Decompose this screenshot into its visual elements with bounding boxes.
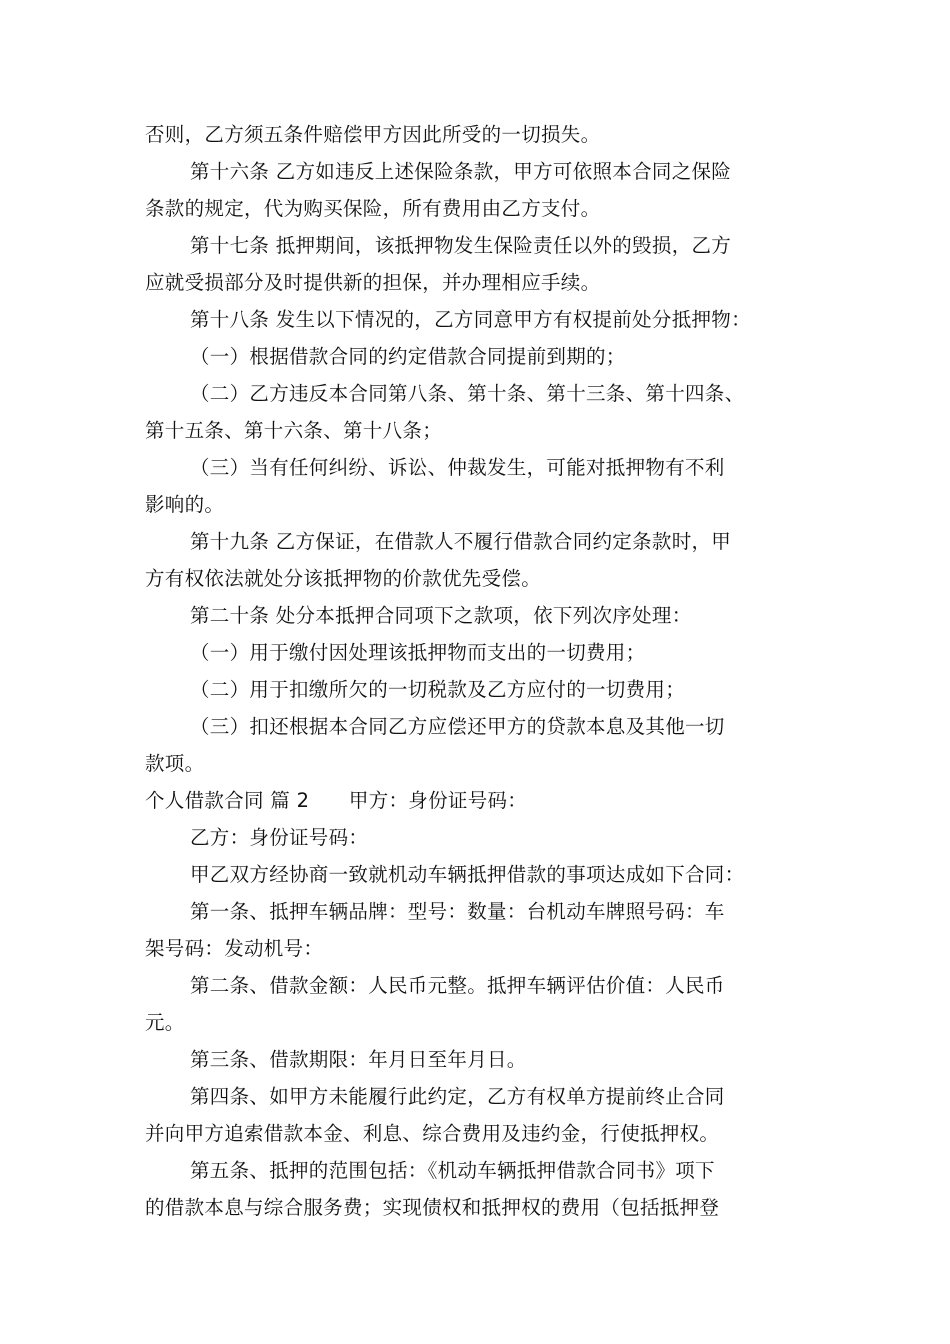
paragraph-line: 甲乙双方经协商一致就机动车辆抵押借款的事项达成如下合同：: [190, 863, 745, 886]
paragraph-line: 第一条、抵押车辆品牌：型号：数量：台机动车牌照号码：车: [190, 900, 725, 923]
paragraph-line: 第三条、借款期限：年月日至年月日。: [190, 1048, 527, 1071]
paragraph-line: （三）当有任何纠纷、诉讼、仲裁发生，可能对抵押物有不利: [190, 456, 725, 479]
paragraph-line: （一）根据借款合同的约定借款合同提前到期的；: [190, 345, 626, 368]
paragraph-line: 第十七条 抵押期间，该抵押物发生保险责任以外的毁损，乙方: [190, 234, 732, 257]
paragraph-line: 第二十条 处分本抵押合同项下之款项，依下列次序处理：: [190, 604, 692, 627]
paragraph-line: 乙方：身份证号码：: [190, 826, 369, 849]
paragraph-line: 第十八条 发生以下情况的，乙方同意甲方有权提前处分抵押物：: [190, 308, 751, 331]
paragraph-line: （二）用于扣缴所欠的一切税款及乙方应付的一切费用；: [190, 678, 686, 701]
paragraph-line: （二）乙方违反本合同第八条、第十条、第十三条、第十四条、: [190, 382, 745, 405]
paragraph-line: 第五条、抵押的范围包括：《机动车辆抵押借款合同书》项下: [190, 1159, 715, 1182]
section-heading-line: 个人借款合同 篇 2 甲方：身份证号码：: [145, 789, 528, 812]
paragraph-line: （一）用于缴付因处理该抵押物而支出的一切费用；: [190, 641, 646, 664]
paragraph-line: 并向甲方追索借款本金、利息、综合费用及违约金，行使抵押权。: [145, 1122, 720, 1145]
paragraph-line: 方有权依法就处分该抵押物的价款优先受偿。: [145, 567, 542, 590]
paragraph-line: （三）扣还根据本合同乙方应偿还甲方的贷款本息及其他一切: [190, 715, 725, 738]
paragraph-line: 第二条、借款金额：人民币元整。抵押车辆评估价值：人民币: [190, 974, 725, 997]
paragraph-line: 影响的。: [145, 493, 225, 516]
paragraph-line: 款项。: [145, 752, 205, 775]
paragraph-line: 应就受损部分及时提供新的担保，并办理相应手续。: [145, 271, 601, 294]
paragraph-line: 第十六条 乙方如违反上述保险条款，甲方可依照本合同之保险: [190, 160, 732, 183]
paragraph-line: 否则，乙方须五条件赔偿甲方因此所受的一切损失。: [145, 123, 601, 146]
paragraph-line: 第十九条 乙方保证，在借款人不履行借款合同约定条款时，甲: [190, 530, 732, 553]
paragraph-line: 架号码：发动机号：: [145, 937, 324, 960]
paragraph-line: 第四条、如甲方未能履行此约定，乙方有权单方提前终止合同: [190, 1085, 725, 1108]
paragraph-line: 元。: [145, 1011, 185, 1034]
paragraph-line: 第十五条、第十六条、第十八条；: [145, 419, 443, 442]
paragraph-line: 的借款本息与综合服务费；实现债权和抵押权的费用（包括抵押登: [145, 1196, 720, 1219]
paragraph-line: 条款的规定，代为购买保险，所有费用由乙方支付。: [145, 197, 601, 220]
